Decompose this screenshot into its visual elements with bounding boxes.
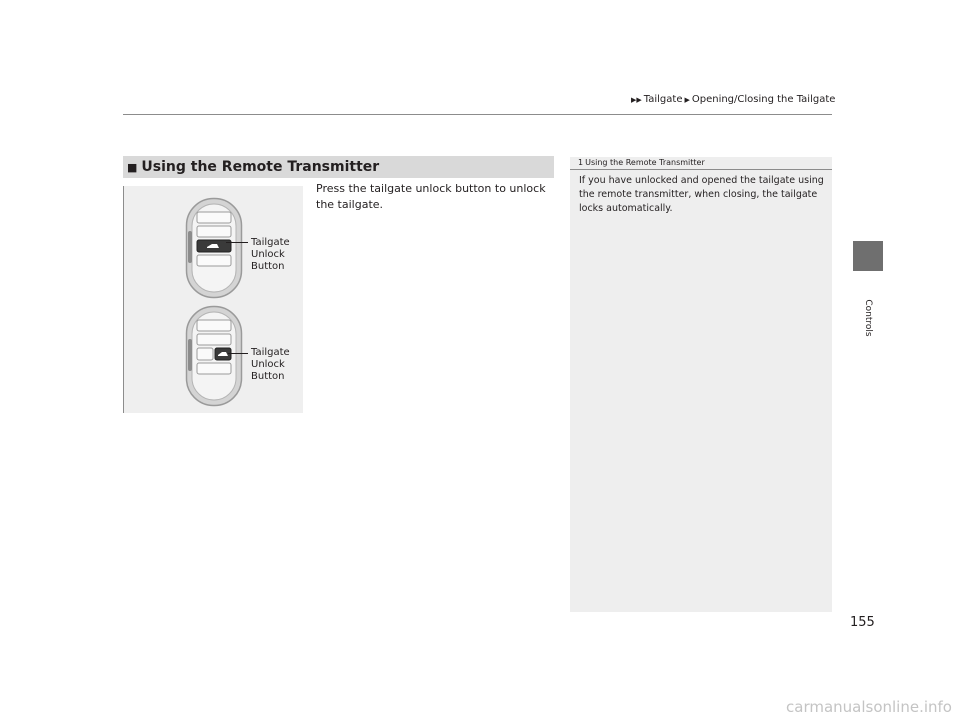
- callout-leader-line: [228, 353, 248, 354]
- note-title-text: Using the Remote Transmitter: [585, 158, 705, 167]
- page-number: 155: [850, 615, 875, 630]
- section-title: Using the Remote Transmitter: [141, 159, 380, 175]
- section-marker-icon: ■: [127, 160, 138, 174]
- callout-leader-line: [226, 242, 248, 243]
- callout-label-tailgate-unlock-button: Tailgate Unlock Button: [251, 237, 290, 272]
- chapter-tab-label: Controls: [863, 299, 873, 337]
- note-divider: [570, 169, 832, 170]
- section-heading: [123, 156, 554, 178]
- breadcrumb: [629, 94, 835, 105]
- remote-transmitter-icon: [185, 197, 243, 299]
- section-body-text: Press the tailgate unlock button to unlock the tailgate.: [316, 182, 546, 211]
- remote-transmitter-icon: [185, 305, 243, 407]
- note-text: If you have unlocked and opened the tailgate using the remote transmitter, when closing, the tailgate locks automatically.: [579, 175, 824, 214]
- callout-label-tailgate-unlock-button: Tailgate Unlock Button: [251, 347, 290, 382]
- note-marker-icon: 1: [578, 158, 584, 167]
- breadcrumb-item-tailgate: Tailgate: [643, 94, 683, 105]
- breadcrumb-arrow-icon: ▶▶: [631, 95, 642, 104]
- breadcrumb-arrow-icon: ▶: [684, 95, 690, 104]
- breadcrumb-item-opening-closing: Opening/Closing the Tailgate: [691, 94, 836, 105]
- watermark: carmanualsonline.info: [786, 698, 952, 716]
- note-box: [570, 157, 832, 612]
- note-title: [570, 158, 832, 167]
- chapter-tab: [853, 241, 883, 271]
- header-divider: [123, 114, 832, 115]
- remote-transmitter-figure: [123, 186, 303, 413]
